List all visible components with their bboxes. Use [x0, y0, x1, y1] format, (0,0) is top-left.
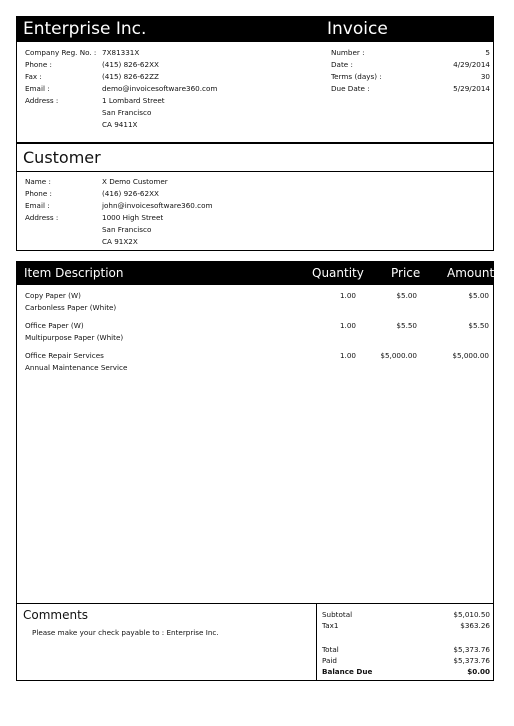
subtotal-label: Subtotal [322, 610, 353, 619]
item-3-quantity: 1.00 [339, 351, 356, 360]
customer-address-label: Address : [25, 213, 59, 222]
document-title: Invoice [327, 19, 388, 39]
company-address-line1: 1 Lombard Street [102, 96, 165, 105]
total-value: $5,373.76 [453, 645, 490, 654]
item-3-name: Office Repair Services [25, 351, 104, 360]
customer-name-value: X Demo Customer [102, 177, 168, 186]
item-1-amount: $5.00 [468, 291, 489, 300]
customer-address-line1: 1000 High Street [102, 213, 164, 222]
company-address-line3: CA 9411X [102, 120, 138, 129]
comments-text: Please make your check payable to : Enterprise Inc. [32, 628, 219, 637]
customer-box [16, 143, 494, 251]
item-1-name: Copy Paper (W) [25, 291, 81, 300]
item-3-price: $5,000.00 [380, 351, 417, 360]
item-2-name: Office Paper (W) [25, 321, 84, 330]
company-reg-value: 7X81331X [102, 48, 140, 57]
customer-title: Customer [23, 148, 101, 167]
item-3-amount: $5,000.00 [452, 351, 489, 360]
company-fax-label: Fax : [25, 72, 42, 81]
company-phone-label: Phone : [25, 60, 52, 69]
invoice-date-label: Date : [331, 60, 353, 69]
customer-address-line3: CA 91X2X [102, 237, 138, 246]
col-header-quantity: Quantity [312, 266, 364, 280]
totals-divider [316, 603, 317, 681]
balance-due-value: $0.00 [467, 667, 490, 676]
paid-value: $5,373.76 [453, 656, 490, 665]
item-2-price: $5.50 [396, 321, 417, 330]
item-1-detail: Carbonless Paper (White) [25, 303, 117, 312]
company-email-value: demo@invoicesoftware360.com [102, 84, 218, 93]
customer-name-label: Name : [25, 177, 51, 186]
items-header-bar [17, 262, 493, 285]
invoice-due-date-value: 5/29/2014 [453, 84, 490, 93]
item-2-detail: Multipurpose Paper (White) [25, 333, 124, 342]
items-box [16, 261, 494, 681]
comments-title: Comments [23, 608, 89, 622]
total-label: Total [322, 645, 339, 654]
subtotal-value: $5,010.50 [453, 610, 490, 619]
item-1-price: $5.00 [396, 291, 417, 300]
invoice-due-date-label: Due Date : [331, 84, 370, 93]
invoice-terms-label: Terms (days) : [331, 72, 382, 81]
company-email-label: Email : [25, 84, 50, 93]
col-header-price: Price [391, 266, 421, 280]
invoice-number-label: Number : [331, 48, 365, 57]
item-2-amount: $5.50 [468, 321, 489, 330]
company-name: Enterprise Inc. [23, 19, 147, 39]
item-2-quantity: 1.00 [339, 321, 356, 330]
paid-label: Paid [322, 656, 337, 665]
col-header-amount: Amount [447, 266, 495, 280]
item-1-quantity: 1.00 [339, 291, 356, 300]
company-address-label: Address : [25, 96, 59, 105]
customer-email-value: john@invoicesoftware360.com [102, 201, 213, 210]
items-footer-divider [17, 603, 493, 604]
tax-value: $363.26 [460, 621, 490, 630]
item-3-detail: Annual Maintenance Service [25, 363, 128, 372]
invoice-header-bar [16, 16, 494, 42]
company-fax-value: (415) 826-62ZZ [102, 72, 159, 81]
company-info-box [16, 42, 494, 143]
customer-phone-value: (416) 926-62XX [102, 189, 159, 198]
customer-address-line2: San Francisco [102, 225, 152, 234]
company-address-line2: San Francisco [102, 108, 152, 117]
customer-divider [17, 171, 493, 172]
customer-phone-label: Phone : [25, 189, 52, 198]
col-header-description: Item Description [24, 266, 124, 280]
invoice-number-value: 5 [485, 48, 490, 57]
tax-label: Tax1 [322, 621, 339, 630]
customer-email-label: Email : [25, 201, 50, 210]
company-reg-label: Company Reg. No. : [25, 48, 97, 57]
company-phone-value: (415) 826-62XX [102, 60, 159, 69]
balance-due-label: Balance Due [322, 667, 373, 676]
invoice-terms-value: 30 [480, 72, 490, 81]
invoice-date-value: 4/29/2014 [453, 60, 490, 69]
